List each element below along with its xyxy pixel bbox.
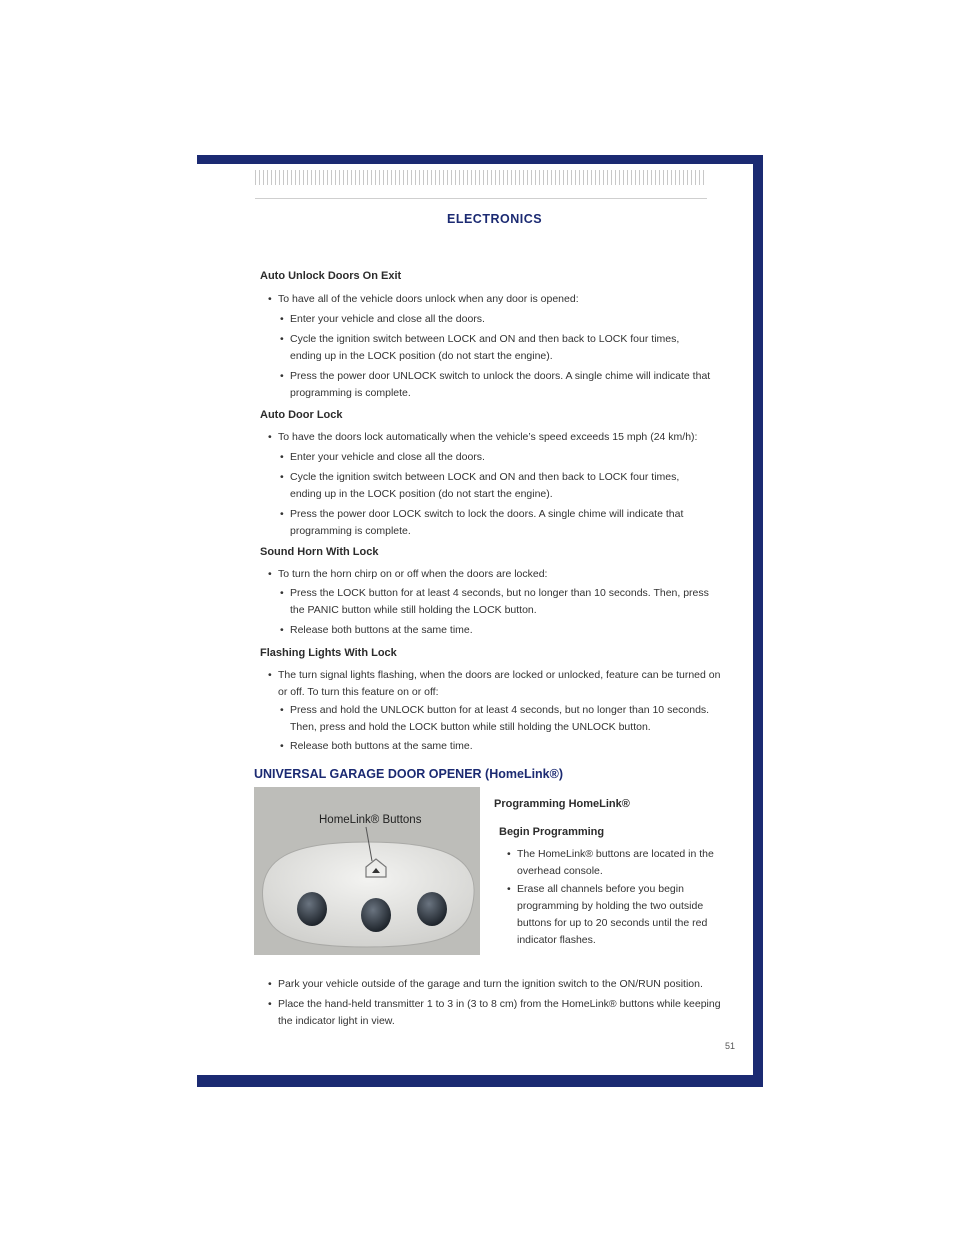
auto-lock-step2: • Cycle the ignition switch between LOCK and ON and then back to LOCK four times, ending up in the LOCK position (do not start the engine). <box>280 471 680 500</box>
homelink-console-illustration <box>254 787 480 955</box>
heading-sound-horn: Sound Horn With Lock <box>260 546 379 558</box>
header-rule <box>255 198 707 199</box>
heading-flashing-lights: Flashing Lights With Lock <box>260 647 397 659</box>
place-transmitter-step: • Place the hand-held transmitter 1 to 3 in (3 to 8 cm) from the HomeLink® buttons while keeping the indicator light in view. <box>268 998 721 1027</box>
heading-programming-homelink: Programming HomeLink® <box>494 798 630 810</box>
page-frame-top <box>197 155 763 164</box>
garage-opener-title: UNIVERSAL GARAGE DOOR OPENER (HomeLink®) <box>254 767 564 781</box>
section-title: ELECTRONICS <box>447 212 543 226</box>
heading-auto-unlock: Auto Unlock Doors On Exit <box>260 270 402 282</box>
auto-unlock-step1: • Enter your vehicle and close all the doors. <box>280 313 485 325</box>
auto-unlock-step3: • Press the power door UNLOCK switch to unlock the doors. A single chime will indicate that programming is complete. <box>280 370 711 399</box>
horn-step1: • Press the LOCK button for at least 4 seconds, but no longer than 10 seconds. Then, press the PANIC button while still holding the LOCK button. <box>280 587 709 616</box>
auto-lock-step1: • Enter your vehicle and close all the doors. <box>280 451 485 463</box>
homelink-photo <box>254 787 480 955</box>
begin-bullet-1: • The HomeLink® buttons are located in the overhead console. <box>507 848 714 877</box>
page-number: 51 <box>725 1041 736 1051</box>
lights-intro: • The turn signal lights flashing, when the doors are locked or unlocked, feature can be turned on or off. To turn this feature on or off: <box>268 669 721 698</box>
heading-begin-programming: Begin Programming <box>499 826 605 838</box>
lights-step2: • Release both buttons at the same time. <box>280 740 473 752</box>
auto-unlock-step2: • Cycle the ignition switch between LOCK and ON and then back to LOCK four times, ending up in the LOCK position (do not start the engine). <box>280 333 680 362</box>
park-vehicle-step: • Park your vehicle outside of the garage and turn the ignition switch to the ON/RUN position. <box>268 978 703 990</box>
header-tick-strip <box>255 170 707 185</box>
lights-step1: • Press and hold the UNLOCK button for at least 4 seconds, but no longer than 10 seconds. Then, press and hold the LOCK button while still holding the UNLOCK button. <box>280 704 710 733</box>
auto-unlock-intro: • To have all of the vehicle doors unlock when any door is opened: <box>268 293 579 305</box>
heading-auto-lock: Auto Door Lock <box>260 409 343 421</box>
horn-intro: • To turn the horn chirp on or off when the doors are locked: <box>268 568 548 580</box>
homelink-photo-label: HomeLink® Buttons <box>319 814 422 826</box>
auto-lock-intro: • To have the doors lock automatically when the vehicle’s speed exceeds 15 mph (24 km/h): <box>268 431 698 443</box>
horn-step2: • Release both buttons at the same time. <box>280 624 473 636</box>
begin-bullet-2: • Erase all channels before you begin programming by holding the two outside buttons for up to 20 seconds until the red indicator flashes. <box>507 883 708 946</box>
page-frame-right <box>753 155 763 1087</box>
auto-lock-step3: • Press the power door LOCK switch to lock the doors. A single chime will indicate that programming is complete. <box>280 508 684 537</box>
page-frame-bottom <box>197 1075 763 1087</box>
